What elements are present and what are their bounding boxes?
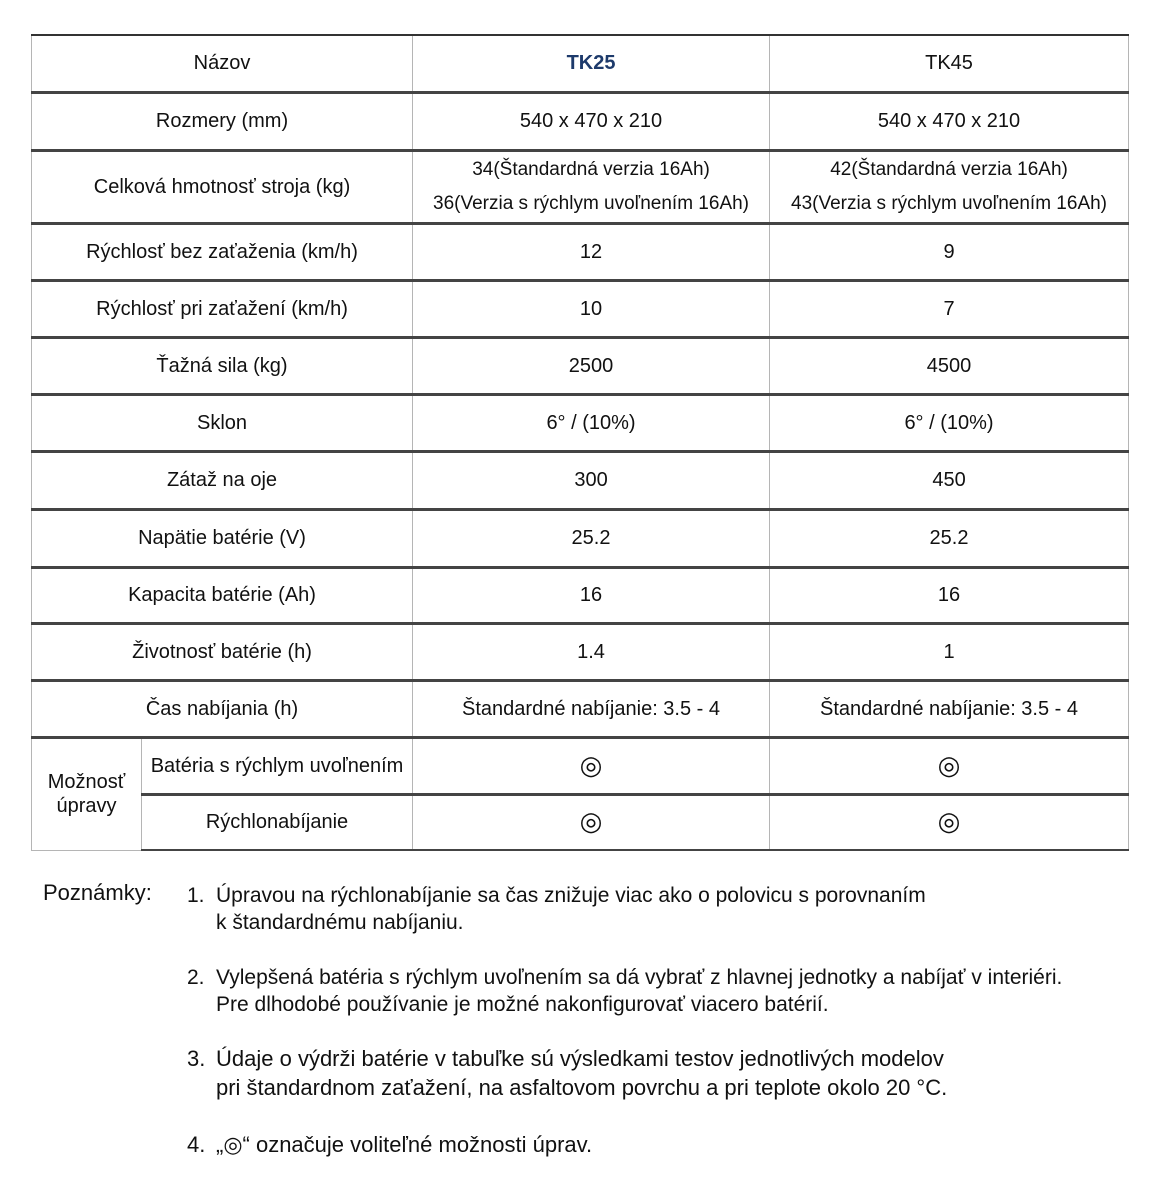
- note-line: pri štandardnom zaťažení, na asfaltovom povrchu a pri teplote okolo 20 °C.: [216, 1075, 948, 1100]
- row-label: Napätie batérie (V): [32, 509, 413, 567]
- tk45-option-mark: [770, 794, 1129, 850]
- tk25-value: 300: [413, 451, 770, 509]
- tk45-value: 9: [770, 223, 1129, 280]
- tk45-value: [770, 150, 1129, 223]
- tk45-value: 450: [770, 451, 1129, 509]
- double-circle-icon: ◎: [579, 806, 603, 837]
- table-row: [32, 150, 1129, 223]
- tk45-value: 25.2: [770, 509, 1129, 567]
- tk25-value: 6° / (10%): [413, 394, 770, 451]
- tk25-option-mark: [413, 794, 770, 850]
- tk45-value: Štandardné nabíjanie: 3.5 - 4: [770, 680, 1129, 737]
- row-label: Životnosť batérie (h): [32, 623, 413, 680]
- tk45-weight-quick-release: 43(Verzia s rýchlym uvoľnením 16Ah): [791, 192, 1108, 214]
- tk25-value: 2500: [413, 337, 770, 394]
- model-tk45-header: TK45: [770, 35, 1129, 92]
- note-item: [187, 964, 1147, 1018]
- tk25-value: [413, 150, 770, 223]
- row-label: Sklon: [32, 394, 413, 451]
- tk45-value: 7: [770, 280, 1129, 337]
- note-item: [187, 1131, 1147, 1158]
- options-group-line2: úpravy: [56, 795, 117, 817]
- table-row: [32, 394, 1129, 451]
- note-line: k štandardnému nabíjaniu.: [216, 911, 464, 934]
- note-text: [216, 1044, 1147, 1102]
- tk25-value: 1.4: [413, 623, 770, 680]
- tk45-value: 1: [770, 623, 1129, 680]
- tk25-weight-quick-release: 36(Verzia s rýchlym uvoľnením 16Ah): [433, 192, 750, 214]
- table-row: [32, 623, 1129, 680]
- option-row: [32, 737, 1129, 794]
- double-circle-icon: ◎: [937, 806, 961, 837]
- tk25-value: 12: [413, 223, 770, 280]
- double-circle-icon: ◎: [579, 749, 603, 780]
- note-line: Vylepšená batéria s rýchlym uvoľnením sa dá vybrať z hlavnej jednotky a nabíjať v interiéri.: [216, 966, 1063, 989]
- option-label: Rýchlonabíjanie: [142, 794, 413, 850]
- tk25-weight-standard: 34(Štandardná verzia 16Ah): [472, 158, 710, 180]
- row-label: Celková hmotnosť stroja (kg): [32, 150, 413, 223]
- tk25-value: 540 x 470 x 210: [413, 92, 770, 150]
- tk45-value: 4500: [770, 337, 1129, 394]
- note-text: [216, 882, 1147, 936]
- tk25-value: 10: [413, 280, 770, 337]
- header-row: [32, 35, 1129, 92]
- note-line: Úpravou na rýchlonabíjanie sa čas znižuje viac ako o polovicu s porovnaním: [216, 884, 926, 907]
- tk25-value: Štandardné nabíjanie: 3.5 - 4: [413, 680, 770, 737]
- tk45-value: 16: [770, 567, 1129, 623]
- note-line: Pre dlhodobé používanie je možné nakonfigurovať viacero batérií.: [216, 993, 829, 1016]
- row-label: Zátaž na oje: [32, 451, 413, 509]
- table-row: [32, 509, 1129, 567]
- note-number: 4.: [187, 1132, 206, 1157]
- tk25-value: 25.2: [413, 509, 770, 567]
- table-row: [32, 223, 1129, 280]
- note-item: [187, 1044, 1147, 1102]
- tk25-value: 16: [413, 567, 770, 623]
- tk25-option-mark: [413, 737, 770, 794]
- note-line: „◎“ označuje voliteľné možnosti úprav.: [216, 1132, 593, 1157]
- note-text: [216, 1131, 1147, 1158]
- note-number: 1.: [187, 884, 205, 907]
- table-row: [32, 280, 1129, 337]
- options-group-line1: Možnosť: [47, 771, 126, 793]
- row-label: Čas nabíjania (h): [32, 680, 413, 737]
- note-line: Údaje o výdrži batérie v tabuľke sú výsledkami testov jednotlivých modelov: [216, 1046, 944, 1071]
- row-label: Rozmery (mm): [32, 92, 413, 150]
- row-label: Rýchlosť bez zaťaženia (km/h): [32, 223, 413, 280]
- option-row: [32, 794, 1129, 850]
- note-item: [187, 882, 1147, 936]
- double-circle-icon: ◎: [937, 749, 961, 780]
- note-number: 2.: [187, 966, 205, 989]
- tk45-option-mark: [770, 737, 1129, 794]
- table-row: [32, 680, 1129, 737]
- row-label: Rýchlosť pri zaťažení (km/h): [32, 280, 413, 337]
- table-row: [32, 451, 1129, 509]
- option-label: Batéria s rýchlym uvoľnením: [142, 737, 413, 794]
- table-row: [32, 567, 1129, 623]
- name-header: Názov: [32, 35, 413, 92]
- row-label: Ťažná sila (kg): [32, 337, 413, 394]
- note-text: [216, 964, 1147, 1018]
- note-number: 3.: [187, 1046, 206, 1071]
- row-label: Kapacita batérie (Ah): [32, 567, 413, 623]
- tk45-value: 540 x 470 x 210: [770, 92, 1129, 150]
- notes-label: Poznámky:: [43, 880, 152, 905]
- tk45-value: 6° / (10%): [770, 394, 1129, 451]
- tk45-weight-standard: 42(Štandardná verzia 16Ah): [830, 158, 1068, 180]
- options-group-label: [32, 737, 142, 850]
- model-tk25-header: TK25: [413, 35, 770, 92]
- table-row: [32, 337, 1129, 394]
- spec-table: [31, 34, 1129, 851]
- table-row: [32, 92, 1129, 150]
